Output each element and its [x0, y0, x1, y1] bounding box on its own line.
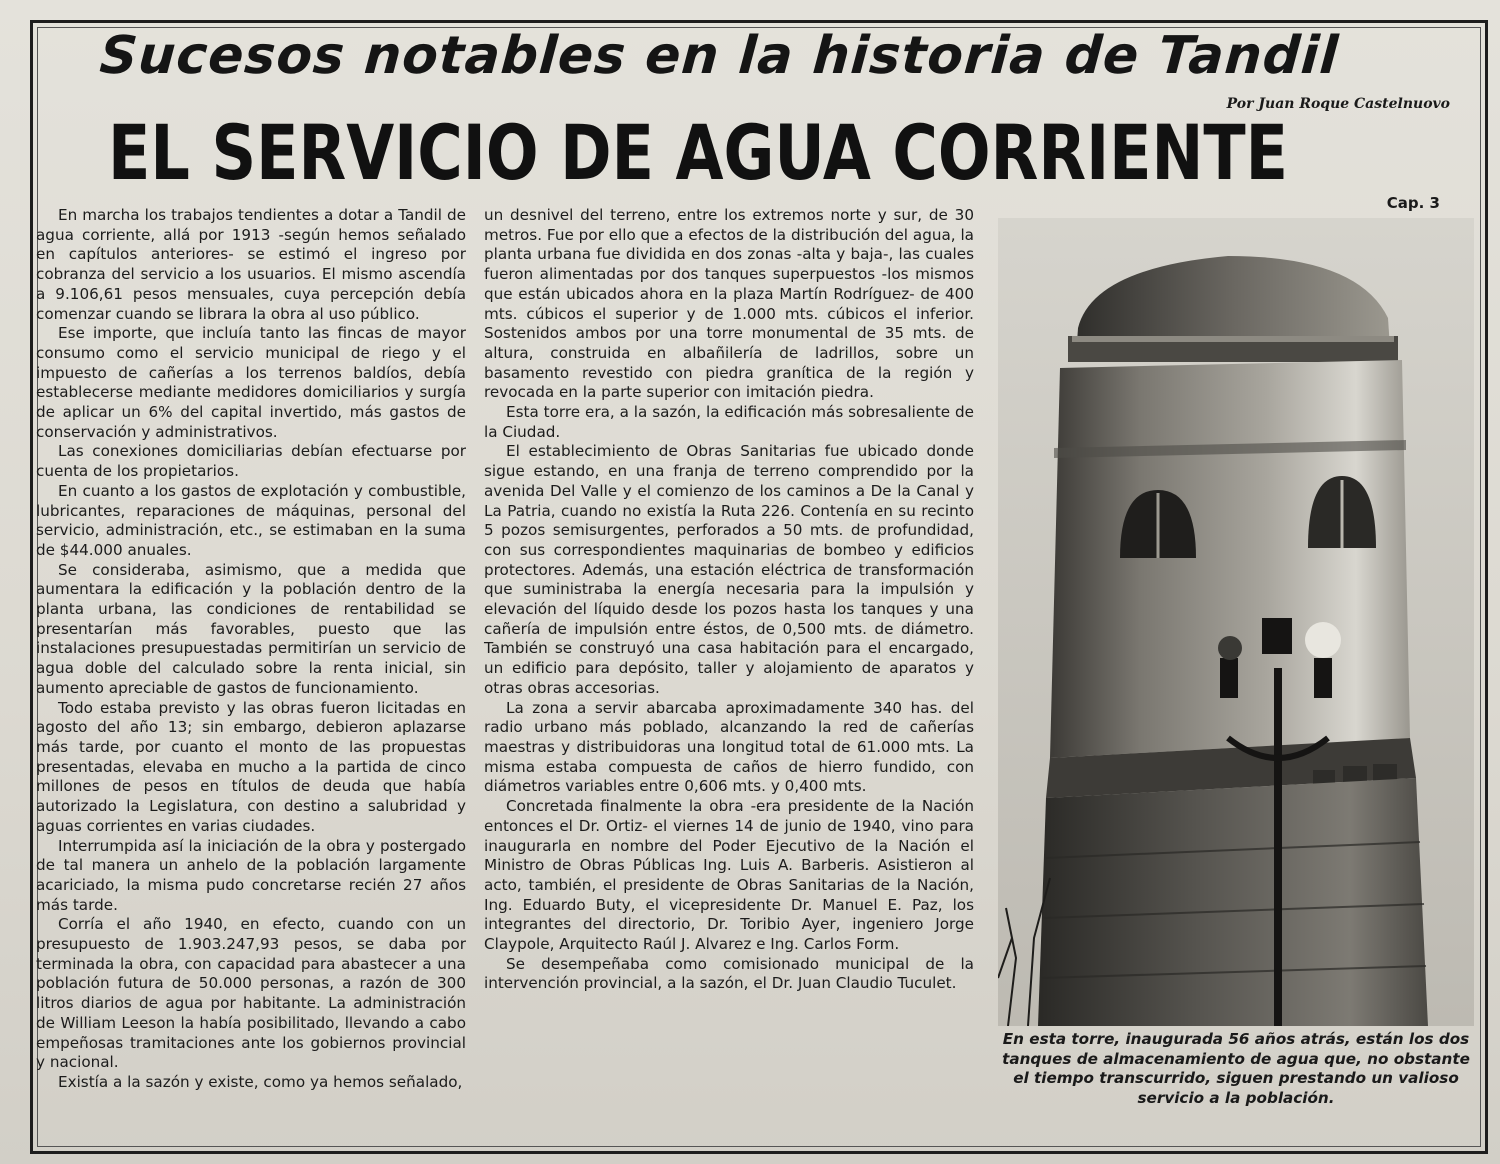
- headline: EL SERVICIO DE AGUA CORRIENTE: [108, 108, 1289, 198]
- water-tower-photo: [998, 218, 1474, 1026]
- photo-caption: En esta torre, inaugurada 56 años atrás, están los dos tanques de almacenamiento de agua que, no obstante el tiempo transcurrido, siguen prestando un valioso servicio a la población.: [1002, 1030, 1470, 1108]
- paragraph: Se desempeñaba como comisionado municipal de la intervención provincial, a la sazón, el Dr. Juan Claudio Tuculet.: [484, 954, 974, 993]
- paragraph: Existía a la sazón y existe, como ya hemos señalado,: [58, 1072, 463, 1091]
- article-column-2: [484, 206, 974, 994]
- paragraph: Concretada finalmente la obra -era presidente de la Nación entonces el Dr. Ortiz- el viernes 14 de junio de 1940, vino para inaugurarla en nombre del Poder Ejecutivo de la Nación el Ministro de Obras Públicas Ing. Luis A. Barberis. Asistieron al acto, también, el presidente de Obras Sanitarias de la Nación, Ing. Eduardo Buty, el vicepresidente Dr. Manuel E. Paz, los integrantes del directorio, Dr. Toribio Ayer, ingeniero Jorge Claypole, Arquitecto Raúl J. Alvarez e Ing. Carlos Form.: [484, 797, 974, 954]
- paragraph: un desnivel del terreno, entre los extremos norte y sur, de 30 metros. Fue por ello que a efectos de la distribución del agua, la planta urbana fue dividida en dos zonas -alta y baja-, las cuales fueron alimentadas por dos tanques superpuestos -los mismos que están ubicados ahora en la plaza Martín Rodríguez- de 400 mts. cúbicos el superior y de 1.000 mts. cúbicos el inferior. Sostenidos ambos por una torre monumental de 35 mts. de altura, construida en albañilería de ladrillos, sobre un basamento revestido con piedra granítica de la región y revocada en la parte superior con imitación piedra.: [484, 206, 974, 402]
- byline: Por Juan Roque Castelnuovo: [1226, 96, 1450, 112]
- paragraph: Todo estaba previsto y las obras fueron licitadas en agosto del año 13; sin embargo, debieron aplazarse más tarde, por cuanto el monto de las propuestas presentadas, elevaba en mucho a la partida de cinco millones de pesos en títulos de deuda que había autorizado la Legislatura, con destino a salubridad y aguas corrientes en varias ciudades.: [36, 698, 466, 835]
- paragraph: Interrumpida así la iniciación de la obra y postergado de tal manera un anhelo de la población largamente acariciado, la misma pudo concretarse recién 27 años más tarde.: [36, 836, 466, 914]
- water-tower-illustration: [998, 218, 1474, 1026]
- chapter-label: Cap. 3: [1386, 194, 1440, 212]
- paragraph: En marcha los trabajos tendientes a dotar a Tandil de agua corriente, allá por 1913 -según hemos señalado en capítulos anteriores- se estimó el ingreso por cobranza del servicio a los usuarios. El mismo ascendía a 9.106,61 pesos mensuales, cuya percepción debía comenzar cuando se librara la obra al uso público.: [36, 206, 466, 323]
- paragraph: El establecimiento de Obras Sanitarias fue ubicado donde sigue estando, en una franja de terreno comprendido por la avenida Del Valle y el comienzo de los caminos a De la Canal y La Patria, cuando no existía la Ruta 226. Contenía en su recinto 5 pozos semisurgentes, perforados a 50 mts. de profundidad, con sus correspondientes maquinarias de bombeo y edificios protectores. Además, una estación eléctrica de transformación que suministraba la energía necesaria para la impulsión y elevación del líquido desde los pozos hasta los tanques y una cañería de impulsión entre éstos, de 0,500 mts. de diámetro. También se construyó una casa habitación para el encargado, un edificio para depósito, taller y alojamiento de aparatos y otras obras accesorias.: [484, 442, 974, 697]
- paragraph: Ese importe, que incluía tanto las fincas de mayor consumo como el servicio municipal de riego y el impuesto de cañerías a los terrenos baldíos, debía establecerse mediante medidores domiciliarios y surgía de aplicar un 6% del capital invertido, más gastos de conservación y administrativos.: [36, 324, 466, 441]
- paragraph: Esta torre era, a la sazón, la edificación más sobresaliente de la Ciudad.: [484, 403, 974, 441]
- paragraph: Corría el año 1940, en efecto, cuando con un presupuesto de 1.903.247,93 pesos, se daba por terminada la obra, con capacidad para abastecer a una población futura de 50.000 personas, a razón de 300 litros diarios de agua por habitante. La administración de William Leeson la había posibilitado, llevando a cabo empeñosas tramitaciones ante los gobiernos provincial y nacional.: [36, 915, 466, 1072]
- paragraph: Se consideraba, asimismo, que a medida que aumentara la edificación y la población dentro de la planta urbana, las condiciones de rentabilidad se presentarían más favorables, puesto que las instalaciones presupuestadas permitirían un servicio de agua doble del calculado sobre la renta inicial, sin aumento apreciable de gastos de funcionamiento.: [36, 560, 466, 697]
- paragraph: La zona a servir abarcaba aproximadamente 340 has. del radio urbano más poblado, alcanzando la red de cañerías maestras y distribuidoras una longitud total de 61.000 mts. La misma estaba compuesta de caños de hierro fundido, con diámetros variables entre 0,606 mts. y 0,400 mts.: [484, 698, 974, 796]
- paragraph: En cuanto a los gastos de explotación y combustible, lubricantes, reparaciones de máquinas, personal del servicio, administración, etc., se estimaban en la suma de $44.000 anuales.: [36, 481, 466, 559]
- article-column-1: [36, 206, 466, 1093]
- paragraph: Las conexiones domiciliarias debían efectuarse por cuenta de los propietarios.: [36, 442, 466, 481]
- series-title: Sucesos notables en la historia de Tandil: [97, 26, 1341, 86]
